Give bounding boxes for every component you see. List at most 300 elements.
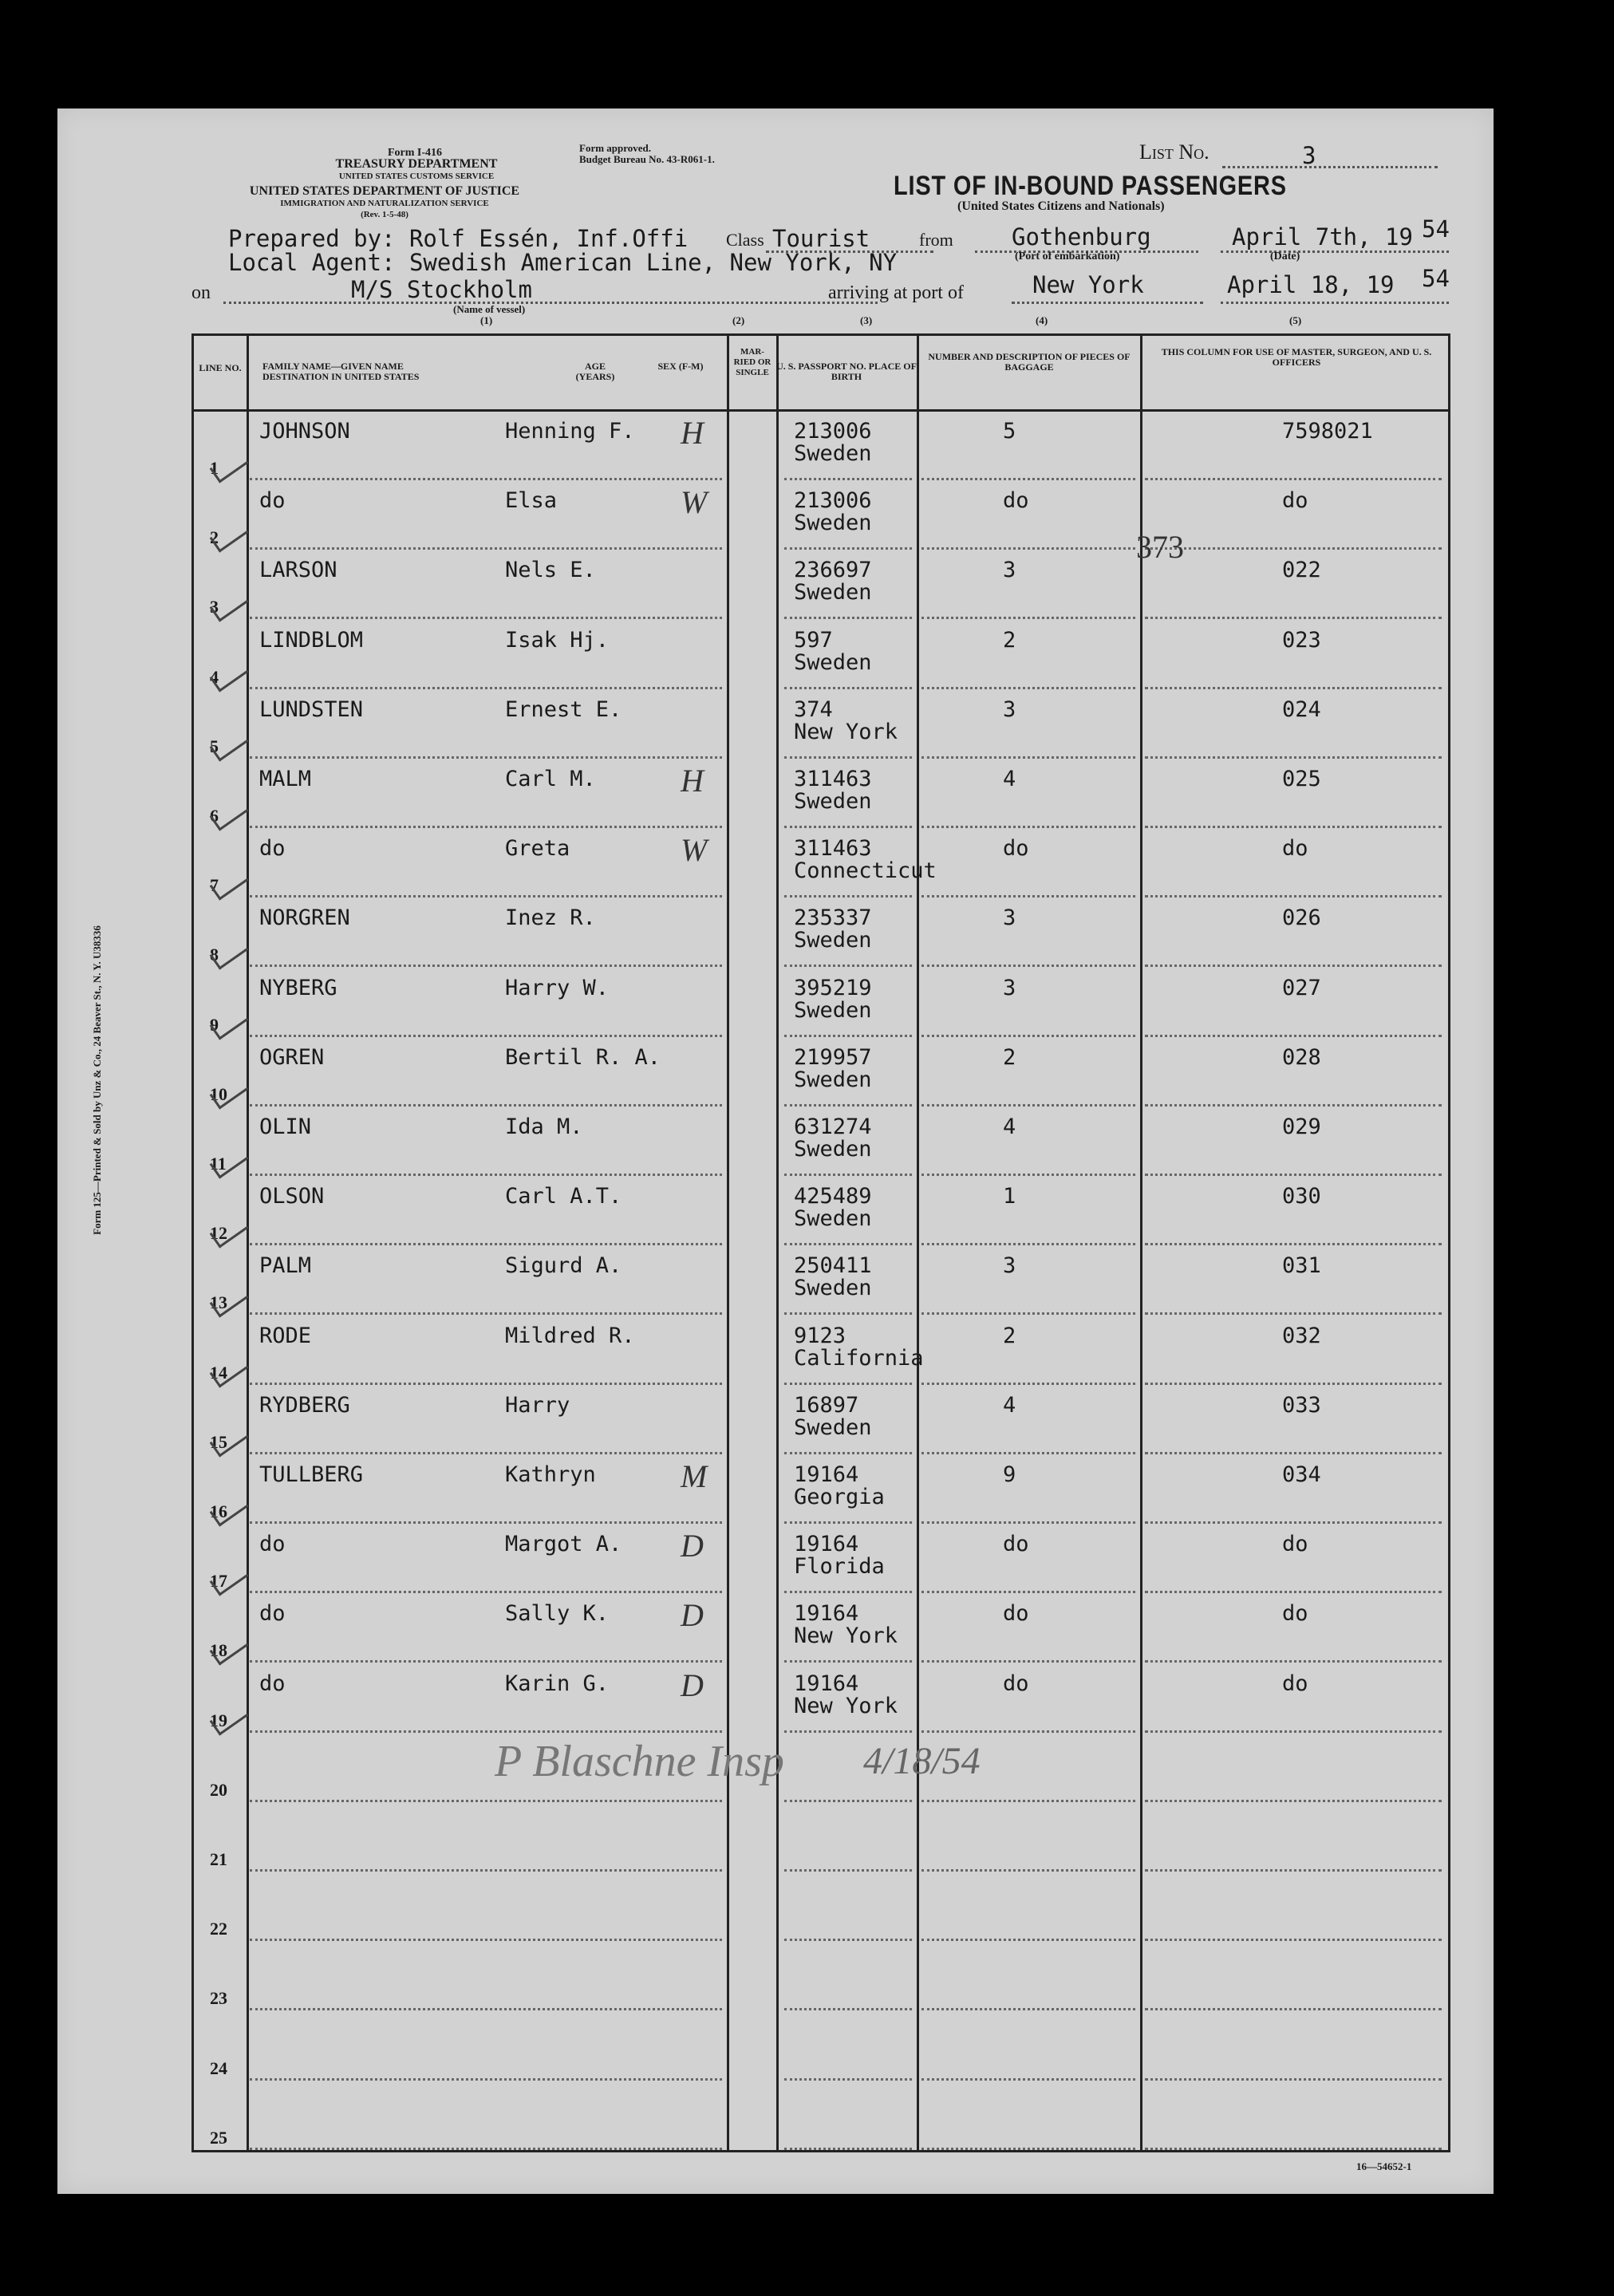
row-dotted-rule: [921, 1035, 1135, 1037]
row-dotted-rule: [784, 547, 912, 550]
row-dotted-rule: [1145, 2008, 1442, 2010]
table-row: [194, 1114, 1448, 1184]
family-name: OGREN: [259, 1044, 325, 1070]
row-dotted-rule: [250, 1939, 722, 1941]
line-number: 9: [210, 1014, 219, 1035]
col-header-sex: SEX (F-M): [657, 361, 704, 372]
row-dotted-rule: [784, 2148, 912, 2150]
officer-number: 023: [1282, 627, 1321, 653]
arriving-label: arriving at port of: [828, 282, 964, 303]
col-num-4: (4): [1036, 314, 1048, 326]
table-row: [194, 1045, 1448, 1114]
row-dotted-rule: [784, 1383, 912, 1385]
list-no-value: 3: [1302, 142, 1316, 169]
budget-bureau: Budget Bureau No. 43-R061-1.: [579, 153, 715, 165]
line-number: 14: [210, 1362, 227, 1383]
passport-number: 395219: [794, 975, 872, 1000]
given-name: Inez R.: [505, 905, 596, 931]
given-name: Ida M.: [505, 1114, 583, 1139]
given-name: Kathryn: [505, 1462, 596, 1487]
row-dotted-rule: [921, 617, 1135, 619]
col-num-5: (5): [1289, 314, 1302, 326]
row-dotted-rule: [784, 1660, 912, 1663]
row-dotted-rule: [921, 1104, 1135, 1107]
row-dotted-rule: [1145, 1869, 1442, 1872]
family-name: LUNDSTEN: [259, 696, 364, 722]
officer-number: 025: [1282, 767, 1321, 791]
line-number: 10: [210, 1083, 227, 1104]
row-dotted-rule: [250, 1591, 722, 1593]
row-dotted-rule: [921, 1591, 1135, 1593]
family-name: PALM: [259, 1253, 312, 1279]
tick-mark: [210, 1075, 249, 1109]
row-dotted-rule: [250, 1800, 722, 1802]
line-number: 18: [210, 1640, 227, 1661]
passport-number: 425489: [794, 1184, 872, 1209]
row-dotted-rule: [784, 1869, 912, 1872]
tick-mark: [210, 519, 249, 553]
row-dotted-rule: [921, 2008, 1135, 2010]
form-subtitle: (United States Citizens and Nationals): [957, 199, 1165, 213]
baggage-count: 3: [1003, 905, 1016, 931]
place-of-birth: New York: [794, 719, 898, 744]
baggage-count: do: [1003, 1532, 1029, 1557]
tick-mark: [210, 1144, 249, 1178]
table-row: [194, 1667, 1448, 1741]
place-of-birth: Connecticut: [794, 858, 937, 884]
col-header-line: LINE NO.: [199, 362, 242, 373]
tick-mark: [210, 448, 249, 483]
baggage-count: do: [1003, 488, 1029, 514]
arrival-date-line: [1221, 302, 1449, 304]
place-of-birth: California: [794, 1345, 924, 1371]
officer-number: do: [1282, 1671, 1308, 1696]
passport-number: 311463: [794, 767, 872, 791]
family-name: do: [259, 1671, 286, 1696]
line-number: 8: [210, 945, 219, 965]
family-name: NORGREN: [259, 905, 350, 931]
row-dotted-rule: [250, 2008, 722, 2010]
passport-number: 19164: [794, 1462, 859, 1487]
port-embarkation: Gothenburg: [1012, 223, 1151, 251]
row-dotted-rule: [921, 1939, 1135, 1941]
row-dotted-rule: [921, 547, 1135, 550]
family-name: do: [259, 1601, 286, 1627]
table-row: [194, 976, 1448, 1045]
row-dotted-rule: [921, 826, 1135, 828]
family-name: RODE: [259, 1323, 312, 1348]
row-dotted-rule: [250, 1243, 722, 1245]
officer-number: 029: [1282, 1114, 1321, 1139]
table-row: [194, 1880, 1448, 1949]
row-dotted-rule: [250, 895, 722, 897]
passport-number: 235337: [794, 905, 872, 931]
officer-number: 027: [1282, 975, 1321, 1000]
table-row: [194, 1810, 1448, 1880]
row-dotted-rule: [1145, 1939, 1442, 1941]
place-of-birth: Sweden: [794, 1206, 872, 1232]
row-dotted-rule: [1145, 1730, 1442, 1733]
family-name: OLIN: [259, 1114, 312, 1139]
line-number: 19: [210, 1710, 227, 1730]
row-dotted-rule: [784, 826, 912, 828]
baggage-count: 2: [1003, 627, 1016, 653]
baggage-count: do: [1003, 836, 1029, 862]
passport-number: 16897: [794, 1392, 859, 1418]
sex-mark: H: [681, 763, 704, 799]
place-of-birth: Georgia: [794, 1485, 885, 1509]
officer-number: 022: [1282, 558, 1321, 583]
row-dotted-rule: [921, 478, 1135, 480]
line-number: 22: [210, 1919, 227, 1939]
vessel-caption: (Name of vessel): [453, 303, 526, 315]
row-dotted-rule: [250, 1383, 722, 1385]
line-number: 7: [210, 875, 219, 896]
family-name: RYDBERG: [259, 1392, 350, 1418]
row-dotted-rule: [784, 1521, 912, 1524]
row-dotted-rule: [784, 617, 912, 619]
row-dotted-rule: [784, 756, 912, 759]
col-header-passport: U. S. PASSPORT NO. PLACE OF BIRTH: [776, 361, 917, 382]
col-header-officers: THIS COLUMN FOR USE OF MASTER, SURGEON, AND U. S. OFFICERS: [1161, 346, 1432, 368]
place-of-birth: Sweden: [794, 441, 872, 466]
baggage-count: 3: [1003, 975, 1016, 1000]
row-dotted-rule: [250, 1452, 722, 1454]
table-row: [194, 1528, 1448, 1601]
given-name: Sally K.: [505, 1601, 610, 1627]
passport-number: 250411: [794, 1253, 872, 1279]
row-dotted-rule: [250, 1312, 722, 1315]
treasury-dept: TREASURY DEPARTMENT: [335, 157, 498, 171]
row-dotted-rule: [921, 687, 1135, 689]
header-rule: [194, 409, 1448, 412]
line-number: 17: [210, 1571, 227, 1592]
row-dotted-rule: [250, 756, 722, 759]
row-dotted-rule: [921, 1452, 1135, 1454]
officer-number: 024: [1282, 696, 1321, 722]
tick-mark: [210, 1562, 249, 1596]
given-name: Sigurd A.: [505, 1253, 622, 1279]
family-name: NYBERG: [259, 975, 337, 1000]
date-caption: (Date): [1270, 251, 1300, 262]
tick-mark: [210, 1701, 249, 1735]
place-of-birth: New York: [794, 1623, 898, 1649]
row-dotted-rule: [1145, 1452, 1442, 1454]
table-row: [194, 763, 1448, 836]
family-name: do: [259, 488, 286, 514]
row-dotted-rule: [250, 1174, 722, 1176]
given-name: Carl A.T.: [505, 1184, 622, 1209]
class-label: Class: [726, 230, 764, 250]
officer-number: 032: [1282, 1323, 1321, 1348]
baggage-count: do: [1003, 1601, 1029, 1627]
given-name: Isak Hj.: [505, 627, 610, 653]
row-dotted-rule: [921, 1800, 1135, 1802]
row-dotted-rule: [921, 756, 1135, 759]
line-number: 13: [210, 1292, 227, 1313]
table-row: [194, 1324, 1448, 1393]
ins-service: IMMIGRATION AND NATURALIZATION SERVICE: [280, 199, 489, 208]
line-number: 2: [210, 527, 219, 548]
tick-mark: [210, 1422, 249, 1457]
passenger-table: [191, 333, 1450, 2152]
table-row: [194, 1253, 1448, 1323]
row-dotted-rule: [1145, 1800, 1442, 1802]
date-arrival-year: 54: [1422, 265, 1450, 292]
tick-mark: [210, 866, 249, 901]
row-dotted-rule: [1145, 1312, 1442, 1315]
baggage-count: 4: [1003, 1392, 1016, 1418]
row-dotted-rule: [784, 1591, 912, 1593]
baggage-count: 4: [1003, 1114, 1016, 1139]
place-of-birth: Sweden: [794, 997, 872, 1023]
margin-number: 373: [1136, 529, 1184, 565]
given-name: Karin G.: [505, 1671, 610, 1696]
col-header-name: FAMILY NAME—GIVEN NAME DESTINATION IN UNITED STATES: [262, 361, 420, 382]
passport-number: 374: [794, 696, 833, 722]
row-dotted-rule: [784, 965, 912, 967]
place-of-birth: Sweden: [794, 1137, 872, 1162]
officer-number: 034: [1282, 1462, 1321, 1487]
tick-mark: [210, 796, 249, 830]
tick-mark: [210, 1492, 249, 1526]
place-of-birth: Sweden: [794, 580, 872, 606]
baggage-count: 3: [1003, 558, 1016, 583]
family-name: MALM: [259, 767, 312, 791]
row-dotted-rule: [1145, 826, 1442, 828]
customs-service: UNITED STATES CUSTOMS SERVICE: [338, 172, 495, 181]
officer-number: do: [1282, 836, 1308, 862]
sex-mark: D: [681, 1667, 704, 1703]
family-name: OLSON: [259, 1184, 325, 1209]
printer-note: Form 125—Printed & Sold by Unz & Co., 24 Beaver St., N. Y. U38336: [91, 925, 103, 1235]
tick-mark: [210, 1005, 249, 1040]
row-dotted-rule: [784, 895, 912, 897]
row-dotted-rule: [1145, 2148, 1442, 2150]
table-row: [194, 1393, 1448, 1462]
list-no-label: List No.: [1139, 140, 1210, 164]
row-dotted-rule: [784, 1104, 912, 1107]
row-dotted-rule: [250, 965, 722, 967]
place-of-birth: Sweden: [794, 649, 872, 675]
line-number: 11: [210, 1154, 227, 1174]
row-dotted-rule: [1145, 687, 1442, 689]
list-no-line: [1222, 166, 1438, 168]
row-dotted-rule: [1145, 617, 1442, 619]
row-dotted-rule: [250, 617, 722, 619]
passport-number: 597: [794, 627, 833, 653]
signature-date: 4/18/54: [863, 1740, 981, 1782]
baggage-count: 3: [1003, 1253, 1016, 1279]
table-row: [194, 1741, 1448, 1810]
place-of-birth: New York: [794, 1693, 898, 1718]
row-dotted-rule: [1145, 1660, 1442, 1663]
row-dotted-rule: [784, 1939, 912, 1941]
row-dotted-rule: [784, 687, 912, 689]
line-number: 5: [210, 736, 219, 756]
arrival-port-line: [1012, 302, 1203, 304]
table-row: [194, 415, 1448, 488]
line-number: 16: [210, 1501, 227, 1521]
table-row: [194, 697, 1448, 767]
row-dotted-rule: [921, 895, 1135, 897]
given-name: Elsa: [505, 488, 558, 514]
col-header-baggage: NUMBER AND DESCRIPTION OF PIECES OF BAGGAGE: [928, 351, 1131, 373]
row-dotted-rule: [1145, 1591, 1442, 1593]
row-dotted-rule: [250, 1869, 722, 1872]
passport-number: 631274: [794, 1114, 872, 1139]
line-number: 4: [210, 666, 219, 687]
row-dotted-rule: [921, 1869, 1135, 1872]
officer-number: 031: [1282, 1253, 1321, 1279]
row-dotted-rule: [784, 478, 912, 480]
row-dotted-rule: [784, 1035, 912, 1037]
row-dotted-rule: [250, 1521, 722, 1524]
row-dotted-rule: [784, 1730, 912, 1733]
row-dotted-rule: [1145, 1035, 1442, 1037]
passport-number: 236697: [794, 558, 872, 583]
place-of-birth: Sweden: [794, 1414, 872, 1440]
row-dotted-rule: [1145, 1104, 1442, 1107]
passport-number: 213006: [794, 419, 872, 444]
port-embark-caption: (Port of embarkation): [1015, 251, 1120, 262]
given-name: Margot A.: [505, 1532, 622, 1557]
row-dotted-rule: [1145, 2078, 1442, 2081]
passport-number: 9123: [794, 1323, 846, 1348]
row-dotted-rule: [921, 1174, 1135, 1176]
prepared-by: Prepared by: Rolf Essén, Inf.Offi: [228, 225, 689, 252]
passport-number: 219957: [794, 1044, 872, 1070]
officer-number: 030: [1282, 1184, 1321, 1209]
place-of-birth: Florida: [794, 1554, 885, 1580]
place-of-birth: Sweden: [794, 789, 872, 814]
row-dotted-rule: [250, 826, 722, 828]
form-number: Form I-416: [387, 147, 443, 159]
passport-number: 19164: [794, 1671, 859, 1696]
col-num-2: (2): [732, 314, 745, 326]
sex-mark: M: [681, 1458, 708, 1494]
line-number: 24: [210, 2057, 227, 2078]
row-dotted-rule: [1145, 1383, 1442, 1385]
row-dotted-rule: [250, 2078, 722, 2081]
tick-mark: [210, 657, 249, 692]
row-dotted-rule: [250, 478, 722, 480]
line-number: 3: [210, 597, 219, 617]
sex-mark: D: [681, 1597, 704, 1634]
given-name: Harry W.: [505, 975, 610, 1000]
row-dotted-rule: [1145, 1243, 1442, 1245]
line-number: 12: [210, 1223, 227, 1244]
officer-number: 033: [1282, 1392, 1321, 1418]
row-dotted-rule: [784, 1243, 912, 1245]
given-name: Mildred R.: [505, 1323, 635, 1348]
form-approved: Form approved.: [579, 142, 652, 154]
place-of-birth: Sweden: [794, 928, 872, 953]
class-value: Tourist: [772, 225, 870, 252]
tick-mark: [210, 1353, 249, 1387]
date-departure: April 7th, 19: [1232, 223, 1413, 251]
passport-number: 19164: [794, 1532, 859, 1557]
row-dotted-rule: [784, 1174, 912, 1176]
baggage-count: do: [1003, 1671, 1029, 1696]
table-row: [194, 2019, 1448, 2089]
row-dotted-rule: [784, 1452, 912, 1454]
table-row: [194, 1949, 1448, 2018]
given-name: Carl M.: [505, 767, 596, 791]
row-dotted-rule: [784, 2008, 912, 2010]
given-name: Ernest E.: [505, 696, 622, 722]
officer-number: do: [1282, 1532, 1308, 1557]
row-dotted-rule: [784, 1800, 912, 1802]
passport-number: 311463: [794, 836, 872, 862]
family-name: do: [259, 836, 286, 862]
table-row: [194, 1458, 1448, 1532]
row-dotted-rule: [921, 1312, 1135, 1315]
given-name: Bertil R. A.: [505, 1044, 661, 1070]
row-dotted-rule: [250, 1104, 722, 1107]
row-dotted-rule: [921, 1521, 1135, 1524]
line-number: 25: [210, 2127, 227, 2148]
family-name: LINDBLOM: [259, 627, 364, 653]
from-label: from: [919, 230, 953, 250]
date-arrival: April 18, 19: [1227, 271, 1395, 298]
tick-mark: [210, 1214, 249, 1249]
place-of-birth: Sweden: [794, 511, 872, 536]
row-dotted-rule: [921, 2078, 1135, 2081]
table-row: [194, 1184, 1448, 1253]
table-row: [194, 628, 1448, 697]
place-of-birth: Sweden: [794, 1276, 872, 1301]
place-of-birth: Sweden: [794, 1067, 872, 1092]
row-dotted-rule: [1145, 1174, 1442, 1176]
table-row: [194, 484, 1448, 558]
row-dotted-rule: [1145, 1521, 1442, 1524]
row-dotted-rule: [250, 687, 722, 689]
table-row: [194, 905, 1448, 975]
line-number: 23: [210, 1988, 227, 2009]
given-name: Nels E.: [505, 558, 596, 583]
vessel-line: [223, 302, 878, 304]
manifest-page: [57, 108, 1494, 2194]
row-dotted-rule: [1145, 965, 1442, 967]
row-dotted-rule: [921, 1383, 1135, 1385]
sex-mark: D: [681, 1528, 704, 1564]
line-number: 20: [210, 1779, 227, 1800]
given-name: Greta: [505, 836, 570, 862]
given-name: Henning F.: [505, 419, 635, 444]
row-dotted-rule: [1145, 547, 1442, 550]
given-name: Harry: [505, 1392, 570, 1418]
row-dotted-rule: [921, 1243, 1135, 1245]
row-dotted-rule: [1145, 895, 1442, 897]
family-name: do: [259, 1532, 286, 1557]
table-row: [194, 832, 1448, 905]
row-dotted-rule: [921, 965, 1135, 967]
line-number: 21: [210, 1849, 227, 1869]
row-dotted-rule: [921, 2148, 1135, 2150]
row-dotted-rule: [784, 2078, 912, 2081]
baggage-count: 5: [1003, 419, 1016, 444]
officer-number: 028: [1282, 1044, 1321, 1070]
col-header-married: MAR-RIED OR SINGLE: [733, 347, 771, 377]
family-name: TULLBERG: [259, 1462, 364, 1487]
table-row: [194, 1597, 1448, 1671]
row-dotted-rule: [250, 1660, 722, 1663]
on-label: on: [191, 282, 211, 303]
form-rev: (Rev. 1-5-48): [361, 210, 408, 219]
footer-code: 16—54652-1: [1356, 2160, 1412, 2172]
baggage-count: 9: [1003, 1462, 1016, 1487]
